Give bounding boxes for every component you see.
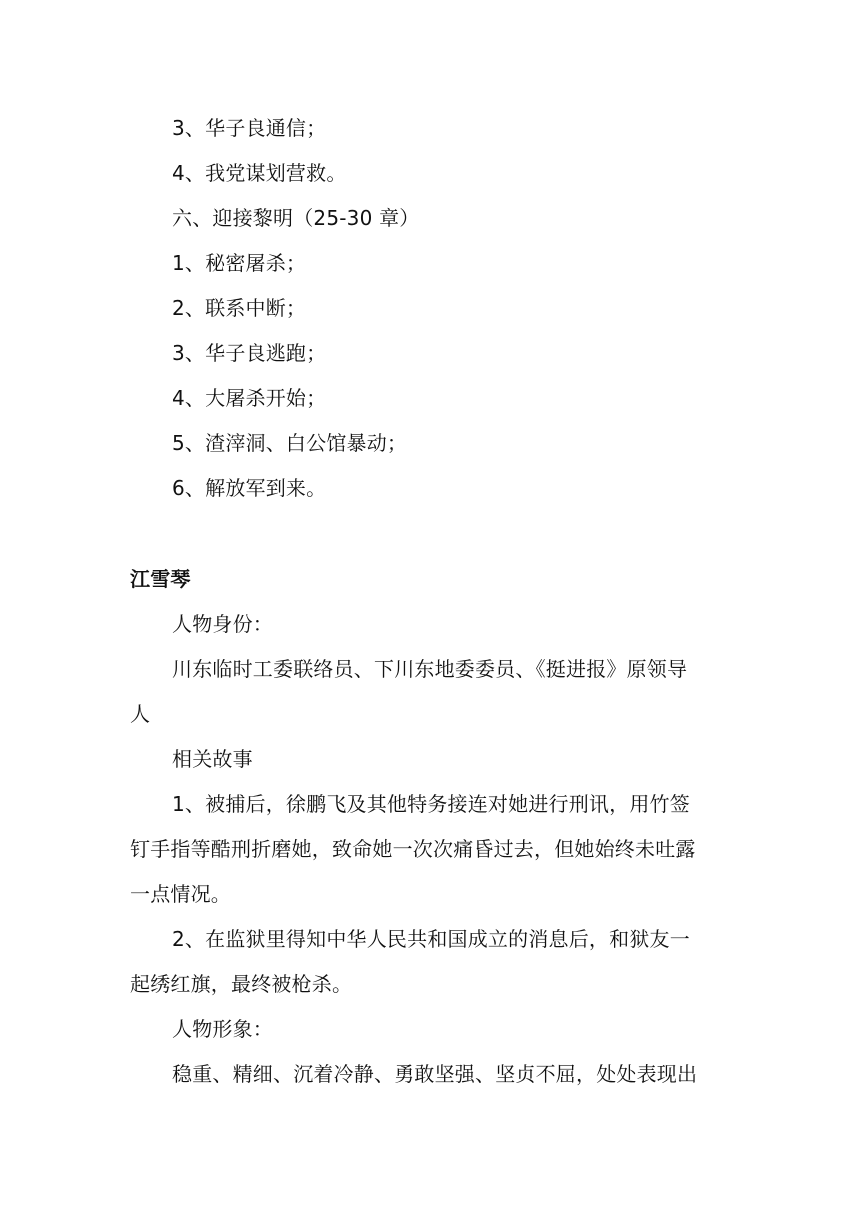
story-paragraph: 1、被捕后，徐鹏飞及其他特务接连对她进行刑讯，用竹签 — [172, 792, 690, 816]
outline-item: 6、解放军到来。 — [172, 476, 327, 500]
image-label: 人物形象： — [172, 1017, 273, 1041]
story-paragraph-continued: 钉手指等酷刑折磨她，致命她一次次痛昏过去，但她始终未吐露 — [130, 837, 696, 861]
image-text: 稳重、精细、沉着冷静、勇敢坚强、坚贞不屈，处处表现出 — [172, 1062, 698, 1086]
story-paragraph-continued: 起绣红旗，最终被枪杀。 — [130, 972, 353, 996]
identity-label: 人物身份： — [172, 612, 273, 636]
outline-item: 3、华子良通信； — [172, 116, 327, 140]
outline-item: 5、渣滓洞、白公馆暴动； — [172, 431, 408, 455]
story-paragraph-continued: 一点情况。 — [130, 882, 231, 906]
outline-item: 4、大屠杀开始； — [172, 386, 327, 410]
outline-section-title: 六、迎接黎明（25-30 章） — [172, 206, 420, 230]
outline-item: 3、华子良逃跑； — [172, 341, 327, 365]
outline-item: 2、联系中断； — [172, 296, 307, 320]
identity-text: 川东临时工委联络员、下川东地委委员、《挺进报》原领导 — [172, 657, 688, 681]
story-paragraph: 2、在监狱里得知中华人民共和国成立的消息后，和狱友一 — [172, 927, 690, 951]
outline-item: 4、我党谋划营救。 — [172, 161, 347, 185]
identity-text-continued: 人 — [130, 702, 151, 726]
outline-item: 1、秘密屠杀； — [172, 251, 307, 275]
story-label: 相关故事 — [172, 747, 253, 771]
character-heading: 江雪琴 — [130, 567, 191, 591]
